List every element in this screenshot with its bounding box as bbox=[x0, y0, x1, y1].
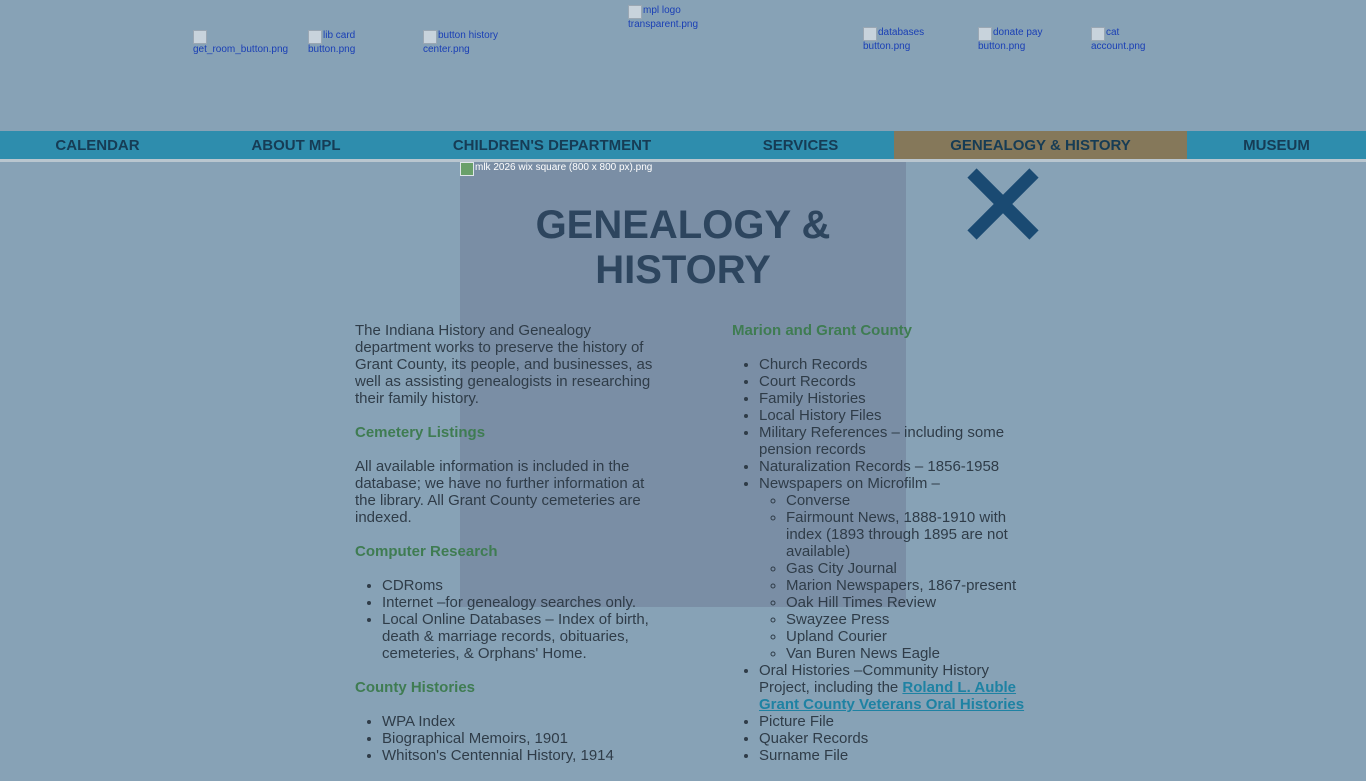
broken-image-icon bbox=[308, 30, 322, 44]
cemetery-listings-text: All available information is included in the database; we have no further information at the library. All Grant County cemeteries are indexed. bbox=[355, 458, 645, 526]
broken-image-icon bbox=[423, 30, 437, 44]
newspapers-label: Newspapers on Microfilm – bbox=[759, 475, 940, 492]
broken-image-icon bbox=[863, 27, 877, 41]
list-item: ◦ Fairmount News, 1888-1910 with index (1893 through 1895 are not available) bbox=[786, 509, 1032, 560]
list-item: ◦ Swayzee Press bbox=[786, 611, 1032, 628]
page-title: GENEALOGY & HISTORY bbox=[535, 203, 831, 292]
list-item: • Whitson's Centennial History, 1914 bbox=[382, 747, 655, 764]
get-room-button-alt: get_room_button.png bbox=[193, 44, 289, 55]
list-item: ◦ Oak Hill Times Review bbox=[786, 594, 1032, 611]
nav-item-calendar[interactable]: CALENDAR bbox=[55, 136, 140, 154]
list-item: • Biographical Memoirs, 1901 bbox=[382, 730, 655, 747]
cemetery-listings-heading: Cemetery Listings bbox=[355, 424, 486, 441]
catalog-account-button-image[interactable] bbox=[1091, 27, 1169, 57]
oral-histories-list-item bbox=[759, 662, 1032, 713]
close-x-icon[interactable] bbox=[960, 165, 1046, 245]
donate-pay-button-image[interactable] bbox=[978, 27, 1053, 57]
nav-item-museum[interactable]: MUSEUM bbox=[1243, 136, 1310, 154]
list-item: ◦ Gas City Journal bbox=[786, 560, 1032, 577]
left-column bbox=[355, 322, 655, 781]
broken-image-icon bbox=[193, 30, 207, 44]
broken-image-icon bbox=[1091, 27, 1105, 41]
nav-item-childrens-department[interactable]: CHILDREN'S DEPARTMENT bbox=[452, 136, 652, 154]
catalog-account-button-alt: cat account.png bbox=[1091, 27, 1146, 52]
marion-grant-list bbox=[732, 356, 1032, 764]
broken-image-icon bbox=[460, 162, 474, 176]
list-item: ◦ Marion Newspapers, 1867-present bbox=[786, 577, 1032, 594]
list-item: • Local History Files bbox=[759, 407, 1032, 424]
nav-item-services[interactable]: SERVICES bbox=[762, 136, 839, 154]
right-column bbox=[732, 322, 1032, 781]
mlk-square-image-alt: mlk 2026 wix square (800 x 800 px).png bbox=[475, 162, 653, 173]
broken-image-icon bbox=[628, 5, 642, 19]
list-item: • Surname File bbox=[759, 747, 1032, 764]
mpl-logo-alt: mpl logo transparent.png bbox=[628, 5, 699, 30]
history-center-button-image[interactable] bbox=[423, 30, 508, 60]
broken-image-icon bbox=[978, 27, 992, 41]
veterans-oral-histories-link[interactable]: Roland L. Auble Grant County Veterans Oral Histories bbox=[759, 679, 1025, 713]
library-card-button-image[interactable] bbox=[308, 30, 383, 60]
county-histories-heading: County Histories bbox=[355, 679, 476, 696]
newspapers-list-item bbox=[759, 475, 1032, 662]
mlk-square-image bbox=[460, 162, 660, 178]
mpl-logo-image[interactable] bbox=[628, 5, 720, 35]
databases-button-alt: databases button.png bbox=[863, 27, 925, 52]
list-item: ◦ Converse bbox=[786, 492, 1032, 509]
list-item: • Quaker Records bbox=[759, 730, 1032, 747]
main-nav bbox=[0, 131, 1366, 159]
list-item: • WPA Index bbox=[382, 713, 655, 730]
library-card-button-alt: lib card button.png bbox=[308, 30, 356, 55]
history-center-button-alt: button history center.png bbox=[423, 30, 499, 55]
computer-research-list bbox=[355, 577, 655, 662]
list-item: • CDRoms bbox=[382, 577, 655, 594]
list-item: ◦ Van Buren News Eagle bbox=[786, 645, 1032, 662]
list-item: ◦ Upland Courier bbox=[786, 628, 1032, 645]
list-item: • Naturalization Records – 1856-1958 bbox=[759, 458, 1032, 475]
list-item: • Picture File bbox=[759, 713, 1032, 730]
list-item: • Military References – including some pension records bbox=[759, 424, 1032, 458]
list-item: • Internet –for genealogy searches only. bbox=[382, 594, 655, 611]
get-room-button-image[interactable] bbox=[193, 30, 289, 60]
intro-paragraph: The Indiana History and Genealogy department works to preserve the history of Grant County, its people, and businesses, as well as assisting genealogists in researching their family history. bbox=[355, 322, 653, 407]
computer-research-heading: Computer Research bbox=[355, 543, 498, 560]
list-item: • Court Records bbox=[759, 373, 1032, 390]
list-item: • Family Histories bbox=[759, 390, 1032, 407]
newspapers-sublist bbox=[759, 492, 1032, 662]
databases-button-image[interactable] bbox=[863, 27, 938, 57]
donate-pay-button-alt: donate pay button.png bbox=[978, 27, 1043, 52]
county-histories-list bbox=[355, 713, 655, 764]
marion-grant-heading: Marion and Grant County bbox=[732, 322, 912, 339]
list-item: • Local Online Databases – Index of birth, death & marriage records, obituaries, cemeteries, & Orphans' Home. bbox=[382, 611, 655, 662]
list-item: • Church Records bbox=[759, 356, 1032, 373]
nav-item-about-mpl[interactable]: ABOUT MPL bbox=[251, 136, 341, 154]
nav-item-genealogy-history[interactable]: GENEALOGY & HISTORY bbox=[894, 131, 1187, 159]
oral-histories-text: Oral Histories –Community History Project, including the bbox=[759, 662, 990, 696]
